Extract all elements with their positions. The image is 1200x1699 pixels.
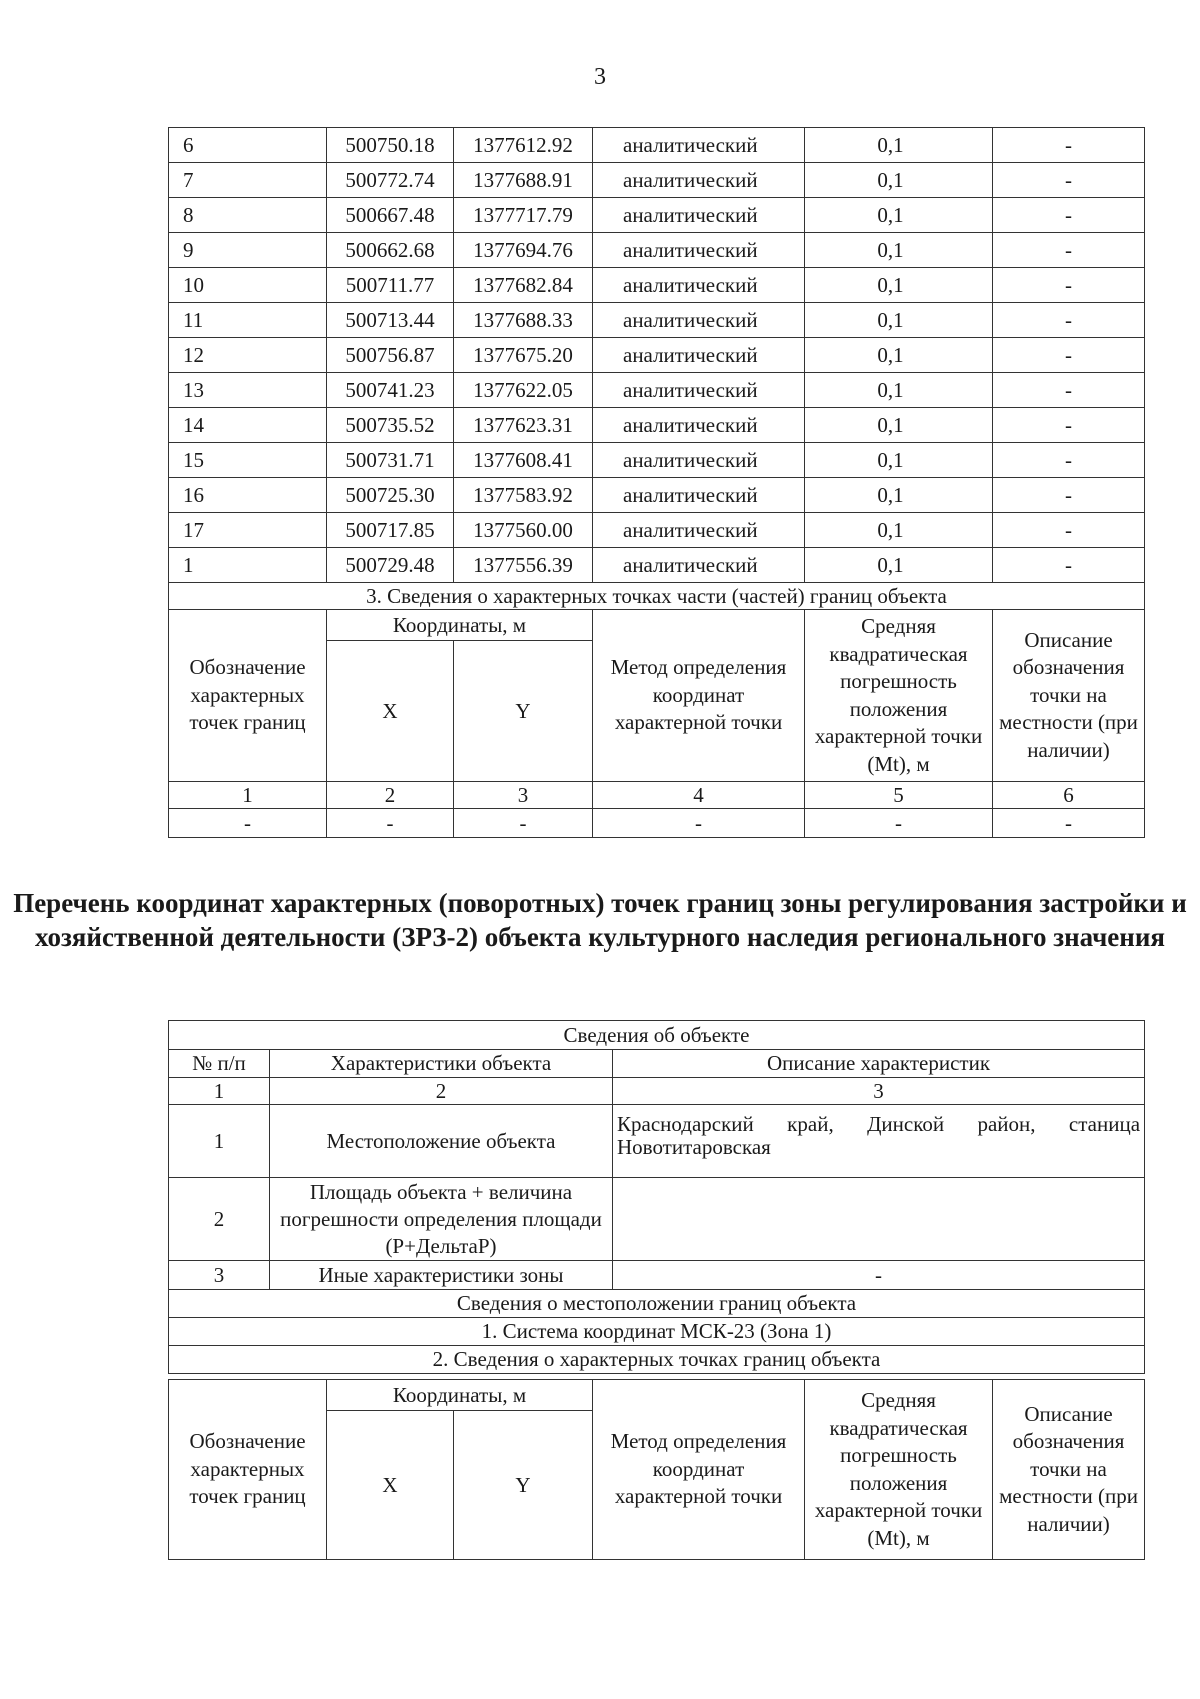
row-number: 3 bbox=[169, 1261, 270, 1290]
table-row bbox=[169, 408, 1145, 443]
header-error: Средняя квадратическая погрешность положения характерной точки (Mt), м bbox=[805, 1380, 993, 1560]
point-error: 0,1 bbox=[805, 408, 993, 443]
point-error: 0,1 bbox=[805, 128, 993, 163]
table-row bbox=[169, 128, 1145, 163]
col-header-number: № п/п bbox=[169, 1050, 270, 1078]
point-x: 500729.48 bbox=[327, 548, 454, 583]
object-section-title: Сведения об объекте bbox=[169, 1021, 1145, 1050]
col-header-characteristic: Характеристики объекта bbox=[270, 1050, 613, 1078]
row-value: - bbox=[613, 1261, 1145, 1290]
row-characteristic: Местоположение объекта bbox=[270, 1105, 613, 1178]
point-error: 0,1 bbox=[805, 268, 993, 303]
point-method: аналитический bbox=[593, 198, 805, 233]
point-error: 0,1 bbox=[805, 163, 993, 198]
point-method: аналитический bbox=[593, 478, 805, 513]
point-y: 1377694.76 bbox=[454, 233, 593, 268]
point-y: 1377556.39 bbox=[454, 548, 593, 583]
header-method: Метод определения координат характерной точки bbox=[593, 1380, 805, 1560]
point-id: 1 bbox=[169, 548, 327, 583]
point-x: 500713.44 bbox=[327, 303, 454, 338]
point-id: 16 bbox=[169, 478, 327, 513]
row-characteristic: Площадь объекта + величина погрешности определения площади (P+ДельтаP) bbox=[270, 1178, 613, 1261]
point-id: 11 bbox=[169, 303, 327, 338]
table-row bbox=[169, 198, 1145, 233]
point-y: 1377560.00 bbox=[454, 513, 593, 548]
table-row bbox=[169, 373, 1145, 408]
row-number: 1 bbox=[169, 1105, 270, 1178]
point-method: аналитический bbox=[593, 408, 805, 443]
header-description: Описание обозначения точки на местности (при наличии) bbox=[993, 1380, 1145, 1560]
point-method: аналитический bbox=[593, 268, 805, 303]
point-y: 1377688.91 bbox=[454, 163, 593, 198]
point-x: 500731.71 bbox=[327, 443, 454, 478]
point-description: - bbox=[993, 408, 1145, 443]
col-number: 1 bbox=[169, 1078, 270, 1105]
point-y: 1377675.20 bbox=[454, 338, 593, 373]
point-x: 500667.48 bbox=[327, 198, 454, 233]
table-row bbox=[169, 478, 1145, 513]
col-number: 1 bbox=[169, 782, 327, 809]
header-y: Y bbox=[454, 1411, 593, 1560]
point-id: 15 bbox=[169, 443, 327, 478]
point-error: 0,1 bbox=[805, 233, 993, 268]
point-id: 8 bbox=[169, 198, 327, 233]
object-table bbox=[168, 1020, 1145, 1374]
points-table bbox=[168, 127, 1145, 838]
empty-cell: - bbox=[327, 809, 454, 838]
point-id: 12 bbox=[169, 338, 327, 373]
point-method: аналитический bbox=[593, 163, 805, 198]
empty-cell: - bbox=[454, 809, 593, 838]
point-id: 13 bbox=[169, 373, 327, 408]
points-title: 2. Сведения о характерных точках границ объекта bbox=[169, 1346, 1145, 1374]
point-description: - bbox=[993, 338, 1145, 373]
point-id: 14 bbox=[169, 408, 327, 443]
point-y: 1377608.41 bbox=[454, 443, 593, 478]
point-id: 6 bbox=[169, 128, 327, 163]
point-x: 500711.77 bbox=[327, 268, 454, 303]
point-method: аналитический bbox=[593, 128, 805, 163]
point-y: 1377682.84 bbox=[454, 268, 593, 303]
document-title: Перечень координат характерных (поворотных) точек границ зоны регулирования застройки и хозяйственной деятельности (ЗРЗ-2) объекта культурного наследия регионального значения bbox=[13, 888, 1187, 952]
point-method: аналитический bbox=[593, 338, 805, 373]
table-row bbox=[169, 233, 1145, 268]
point-y: 1377583.92 bbox=[454, 478, 593, 513]
table-row bbox=[169, 513, 1145, 548]
parts-section-title: 3. Сведения о характерных точках части (частей) границ объекта bbox=[169, 583, 1145, 610]
table-row bbox=[169, 303, 1145, 338]
point-x: 500662.68 bbox=[327, 233, 454, 268]
empty-cell: - bbox=[993, 809, 1145, 838]
point-id: 7 bbox=[169, 163, 327, 198]
coord-system: 1. Система координат МСК-23 (Зона 1) bbox=[169, 1318, 1145, 1346]
point-y: 1377622.05 bbox=[454, 373, 593, 408]
row-characteristic: Иные характеристики зоны bbox=[270, 1261, 613, 1290]
point-error: 0,1 bbox=[805, 198, 993, 233]
point-error: 0,1 bbox=[805, 303, 993, 338]
row-number: 2 bbox=[169, 1178, 270, 1261]
row-value bbox=[613, 1178, 1145, 1261]
col-number: 3 bbox=[454, 782, 593, 809]
point-description: - bbox=[993, 198, 1145, 233]
header-y: Y bbox=[454, 641, 593, 782]
table-row bbox=[169, 548, 1145, 583]
page-number: 3 bbox=[594, 64, 606, 90]
point-description: - bbox=[993, 443, 1145, 478]
point-x: 500772.74 bbox=[327, 163, 454, 198]
point-description: - bbox=[993, 163, 1145, 198]
point-description: - bbox=[993, 128, 1145, 163]
col-number: 5 bbox=[805, 782, 993, 809]
table-row bbox=[169, 163, 1145, 198]
header-description: Описание обозначения точки на местности (при наличии) bbox=[993, 610, 1145, 782]
empty-cell: - bbox=[593, 809, 805, 838]
point-method: аналитический bbox=[593, 233, 805, 268]
point-error: 0,1 bbox=[805, 338, 993, 373]
point-x: 500750.18 bbox=[327, 128, 454, 163]
point-x: 500717.85 bbox=[327, 513, 454, 548]
header-coords: Координаты, м bbox=[327, 1380, 593, 1411]
col-header-description: Описание характеристик bbox=[613, 1050, 1145, 1078]
header-point-label: Обозначение характерных точек границ bbox=[169, 610, 327, 782]
header-x: X bbox=[327, 1411, 454, 1560]
header-error: Средняя квадратическая погрешность положения характерной точки (Mt), м bbox=[805, 610, 993, 782]
table-row bbox=[169, 268, 1145, 303]
header-point-label: Обозначение характерных точек границ bbox=[169, 1380, 327, 1560]
point-x: 500741.23 bbox=[327, 373, 454, 408]
point-description: - bbox=[993, 548, 1145, 583]
point-description: - bbox=[993, 373, 1145, 408]
point-method: аналитический bbox=[593, 443, 805, 478]
point-error: 0,1 bbox=[805, 548, 993, 583]
col-number: 2 bbox=[270, 1078, 613, 1105]
col-number: 2 bbox=[327, 782, 454, 809]
point-method: аналитический bbox=[593, 548, 805, 583]
point-id: 9 bbox=[169, 233, 327, 268]
point-y: 1377688.33 bbox=[454, 303, 593, 338]
table-row bbox=[169, 338, 1145, 373]
point-error: 0,1 bbox=[805, 478, 993, 513]
header-method: Метод определения координат характерной точки bbox=[593, 610, 805, 782]
point-id: 17 bbox=[169, 513, 327, 548]
header-x: X bbox=[327, 641, 454, 782]
row-value: Краснодарский край, Динской район, станица Новотитаровская bbox=[613, 1105, 1145, 1178]
point-error: 0,1 bbox=[805, 513, 993, 548]
empty-cell: - bbox=[169, 809, 327, 838]
point-id: 10 bbox=[169, 268, 327, 303]
point-method: аналитический bbox=[593, 373, 805, 408]
point-x: 500735.52 bbox=[327, 408, 454, 443]
header-coords: Координаты, м bbox=[327, 610, 593, 641]
table-row bbox=[169, 443, 1145, 478]
point-y: 1377623.31 bbox=[454, 408, 593, 443]
point-method: аналитический bbox=[593, 303, 805, 338]
point-description: - bbox=[993, 303, 1145, 338]
point-y: 1377717.79 bbox=[454, 198, 593, 233]
point-x: 500756.87 bbox=[327, 338, 454, 373]
location-title: Сведения о местоположении границ объекта bbox=[169, 1290, 1145, 1318]
col-number: 3 bbox=[613, 1078, 1145, 1105]
point-error: 0,1 bbox=[805, 373, 993, 408]
point-y: 1377612.92 bbox=[454, 128, 593, 163]
point-x: 500725.30 bbox=[327, 478, 454, 513]
boundary-points-header bbox=[168, 1379, 1145, 1560]
point-description: - bbox=[993, 478, 1145, 513]
col-number: 4 bbox=[593, 782, 805, 809]
point-description: - bbox=[993, 513, 1145, 548]
point-description: - bbox=[993, 268, 1145, 303]
point-method: аналитический bbox=[593, 513, 805, 548]
empty-cell: - bbox=[805, 809, 993, 838]
col-number: 6 bbox=[993, 782, 1145, 809]
point-description: - bbox=[993, 233, 1145, 268]
point-error: 0,1 bbox=[805, 443, 993, 478]
